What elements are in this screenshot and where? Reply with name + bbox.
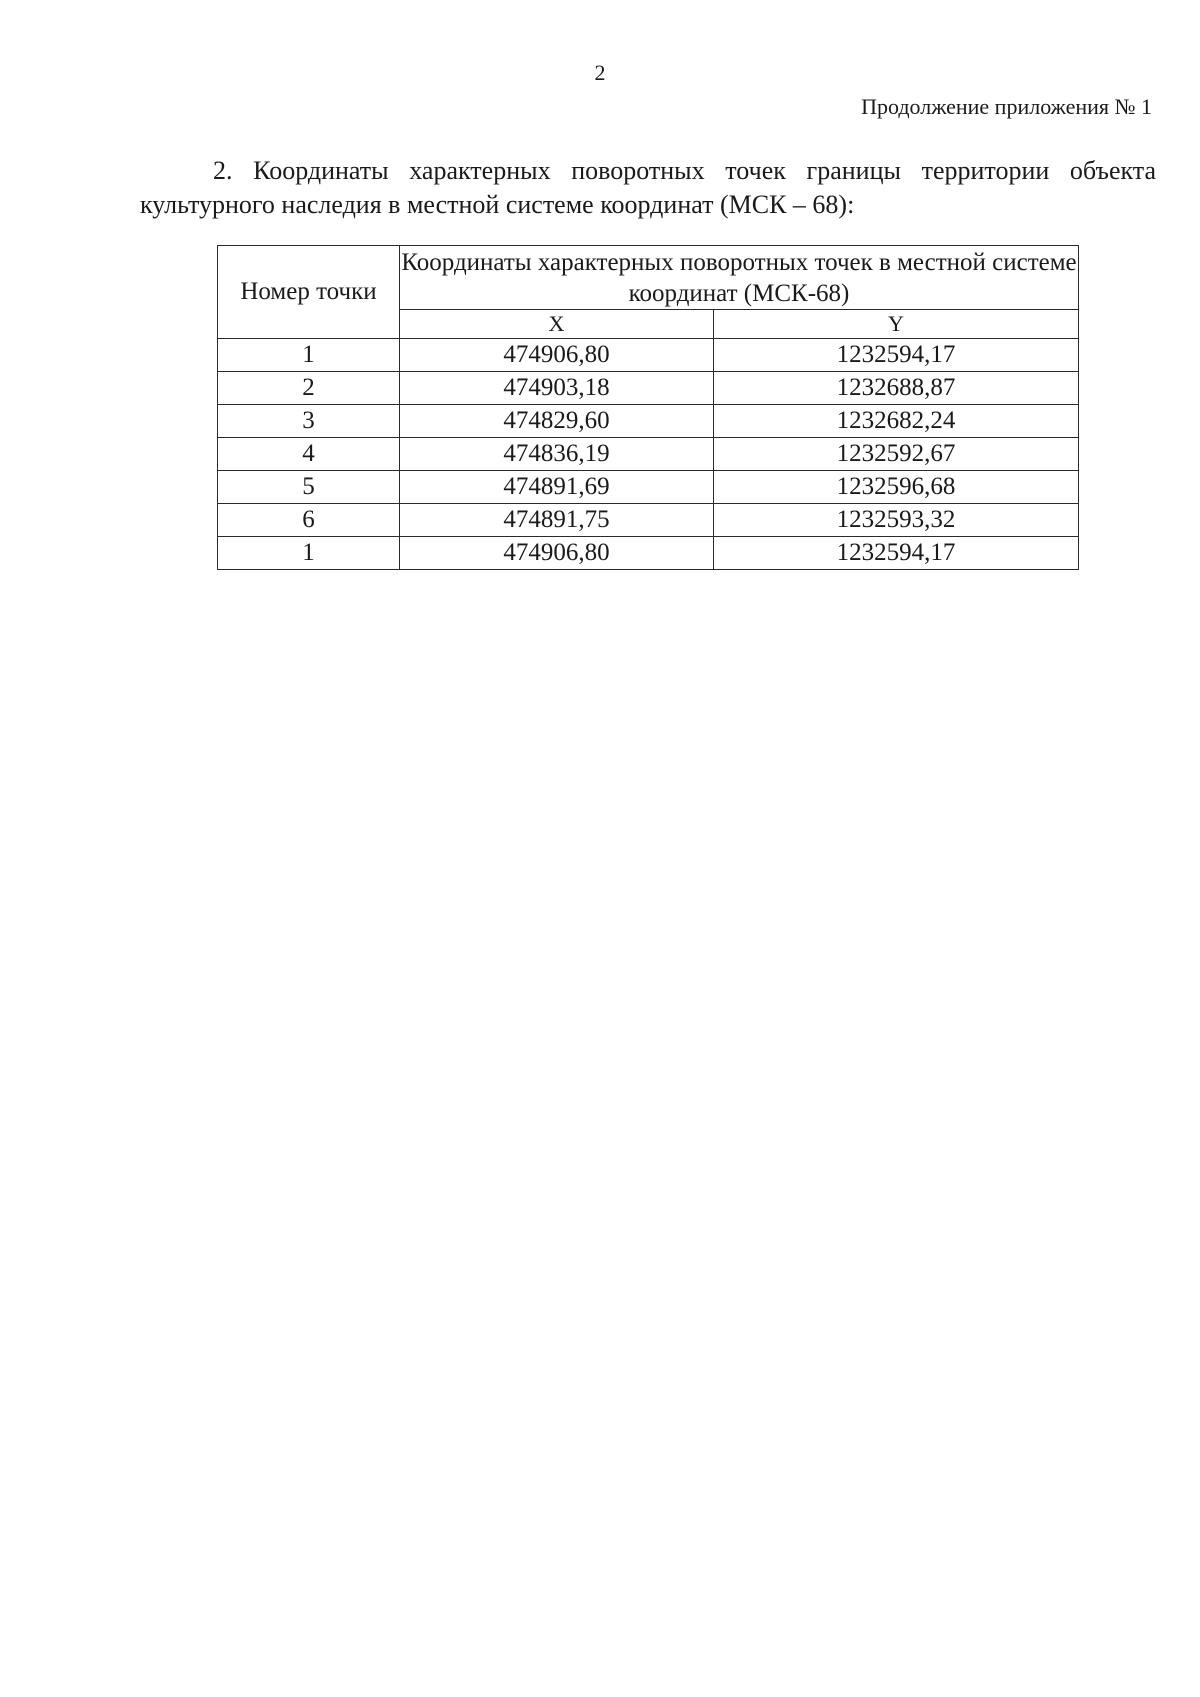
- cell-point: 1: [218, 339, 400, 372]
- table-row: [218, 405, 1079, 438]
- cell-x: 474903,18: [400, 372, 714, 405]
- cell-y: 1232593,32: [714, 504, 1079, 537]
- cell-x: 474836,19: [400, 438, 714, 471]
- cell-x: 474891,75: [400, 504, 714, 537]
- cell-point: 2: [218, 372, 400, 405]
- table-row: [218, 504, 1079, 537]
- cell-point: 4: [218, 438, 400, 471]
- cell-y: 1232594,17: [714, 339, 1079, 372]
- cell-y: 1232682,24: [714, 405, 1079, 438]
- section-intro-paragraph: 2. Координаты характерных поворотных точек границы территории объекта культурного наследия в местной системе координат (МСК – 68):: [140, 156, 1156, 219]
- table-row: [218, 537, 1079, 570]
- cell-x: 474906,80: [400, 339, 714, 372]
- appendix-continuation-label: Продолжение приложения № 1: [861, 94, 1152, 119]
- header-x: X: [400, 310, 714, 339]
- cell-y: 1232688,87: [714, 372, 1079, 405]
- table-row: [218, 339, 1079, 372]
- page-number: 2: [594, 60, 606, 85]
- cell-y: 1232596,68: [714, 471, 1079, 504]
- table-row: [218, 372, 1079, 405]
- coordinates-table: [217, 245, 1079, 570]
- header-coordinates-group: Координаты характерных поворотных точек в местной системе координат (МСК-68): [400, 246, 1079, 310]
- cell-x: 474829,60: [400, 405, 714, 438]
- table-header-row: [218, 246, 1079, 310]
- cell-point: 1: [218, 537, 400, 570]
- cell-x: 474906,80: [400, 537, 714, 570]
- table-row: [218, 471, 1079, 504]
- cell-point: 5: [218, 471, 400, 504]
- header-y: Y: [714, 310, 1079, 339]
- header-point-number: Номер точки: [218, 246, 400, 339]
- table-row: [218, 438, 1079, 471]
- cell-y: 1232592,67: [714, 438, 1079, 471]
- cell-point: 6: [218, 504, 400, 537]
- cell-point: 3: [218, 405, 400, 438]
- cell-y: 1232594,17: [714, 537, 1079, 570]
- cell-x: 474891,69: [400, 471, 714, 504]
